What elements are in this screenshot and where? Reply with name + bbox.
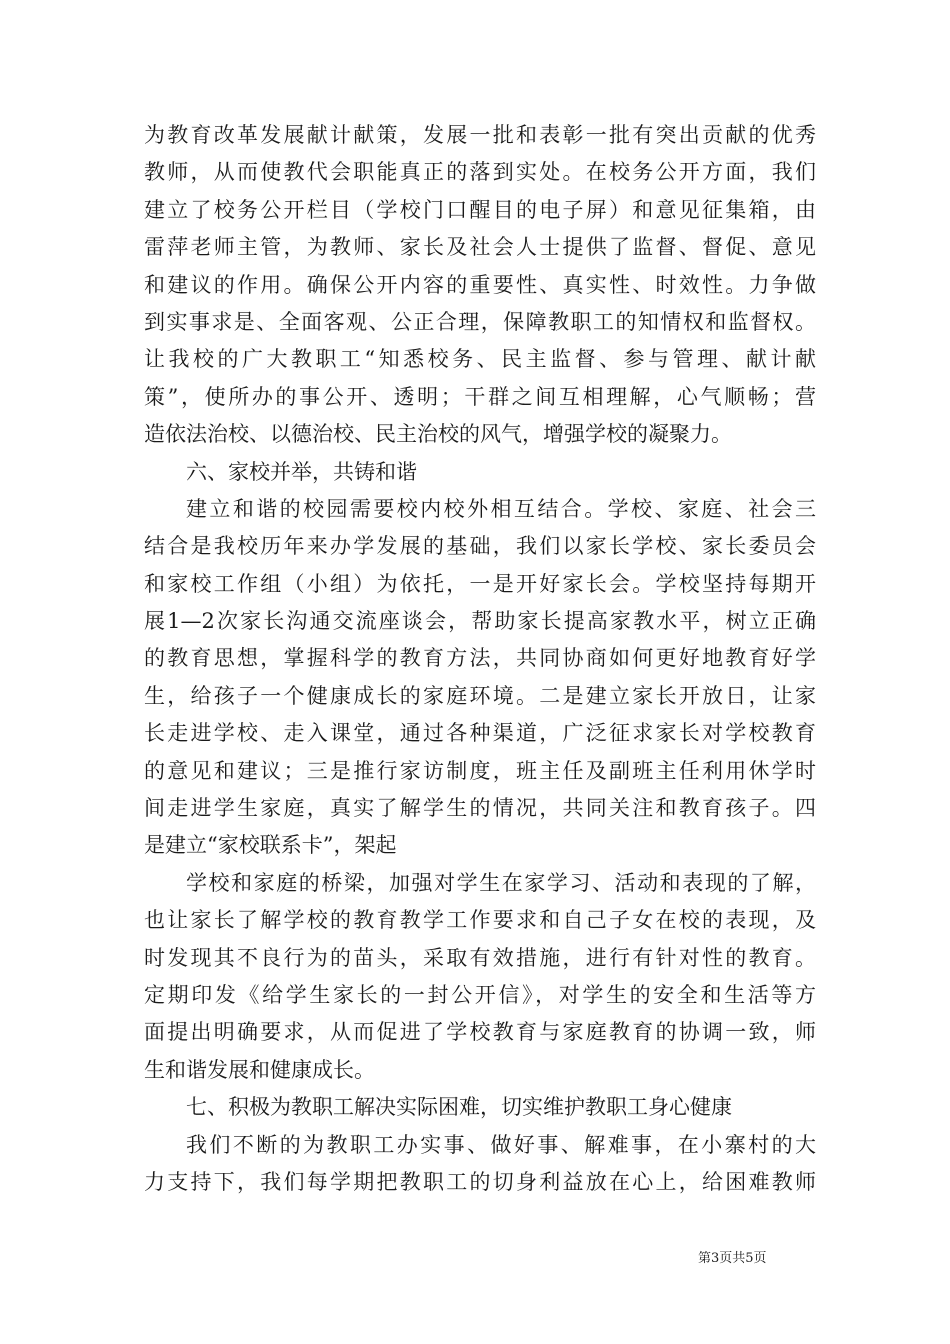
body-text — [144, 117, 816, 1201]
text-line: 到实事求是、全面客观、公正合理，保障教职工的知情权和监督权。 — [144, 309, 816, 334]
text-line: 教师，从而使教代会职能真正的落到实处。在校务公开方面，我们 — [144, 160, 816, 185]
text-line: 间走进学生家庭，真实了解学生的情况，共同关注和教育孩子。四 — [144, 796, 816, 821]
text-line: 是建立“家校联系卡”，架起 — [144, 833, 397, 858]
text-line: 和家校工作组（小组）为依托，一是开好家长会。学校坚持每期开 — [144, 571, 816, 596]
text-line: 面提出明确要求，从而促进了学校教育与家庭教育的协调一致，师 — [144, 1020, 816, 1045]
section-heading-seven: 七、积极为教职工解决实际困难，切实维护教职工身心健康 — [186, 1095, 732, 1120]
text-line: 也让家长了解学校的教育教学工作要求和自己子女在校的表现，及 — [144, 908, 816, 933]
text-line: 生，给孩子一个健康成长的家庭环境。二是建立家长开放日，让家 — [144, 683, 816, 708]
text-line: 长走进学校、走入课堂，通过各种渠道，广泛征求家长对学校教育 — [144, 721, 816, 746]
text-line: 结合是我校历年来办学发展的基础，我们以家长学校、家长委员会 — [144, 534, 816, 559]
text-line: 学校和家庭的桥梁，加强对学生在家学习、活动和表现的了解， — [186, 870, 816, 895]
text-line: 雷萍老师主管，为教师、家长及社会人士提供了监督、督促、意见 — [144, 235, 816, 260]
text-line: 建立了校务公开栏目（学校门口醒目的电子屏）和意见征集箱，由 — [144, 197, 816, 222]
text-line: 的意见和建议；三是推行家访制度，班主任及副班主任利用休学时 — [144, 758, 816, 783]
text-line: 展1—2次家长沟通交流座谈会，帮助家长提高家教水平，树立正确 — [144, 609, 816, 634]
text-line: 力支持下，我们每学期把教职工的切身利益放在心上，给困难教师 — [144, 1169, 816, 1194]
text-line: 建立和谐的校园需要校内校外相互结合。学校、家庭、社会三 — [186, 496, 816, 521]
text-line: 策”，使所办的事公开、透明；干群之间互相理解，心气顺畅；营 — [144, 384, 816, 409]
section-heading-six: 六、家校并举，共铸和谐 — [186, 459, 417, 484]
text-line: 造依法治校、以德治校、民主治校的风气，增强学校的凝聚力。 — [144, 422, 732, 447]
text-line: 生和谐发展和健康成长。 — [144, 1057, 375, 1082]
text-line: 和建议的作用。确保公开内容的重要性、真实性、时效性。力争做 — [144, 272, 816, 297]
text-line: 时发现其不良行为的苗头，采取有效措施，进行有针对性的教育。 — [144, 945, 816, 970]
text-line: 为教育改革发展献计献策，发展一批和表彰一批有突出贡献的优秀 — [144, 123, 816, 147]
text-line: 定期印发《给学生家长的一封公开信》，对学生的安全和生活等方 — [144, 982, 816, 1007]
page-number-footer: 第3页共5页 — [698, 1251, 767, 1266]
text-line: 我们不断的为教职工办实事、做好事、解难事，在小寨村的大 — [186, 1132, 816, 1157]
text-line: 让我校的广大教职工“知悉校务、民主监督、参与管理、献计献 — [144, 347, 816, 372]
text-line: 的教育思想，掌握科学的教育方法，共同协商如何更好地教育好学 — [144, 646, 816, 671]
